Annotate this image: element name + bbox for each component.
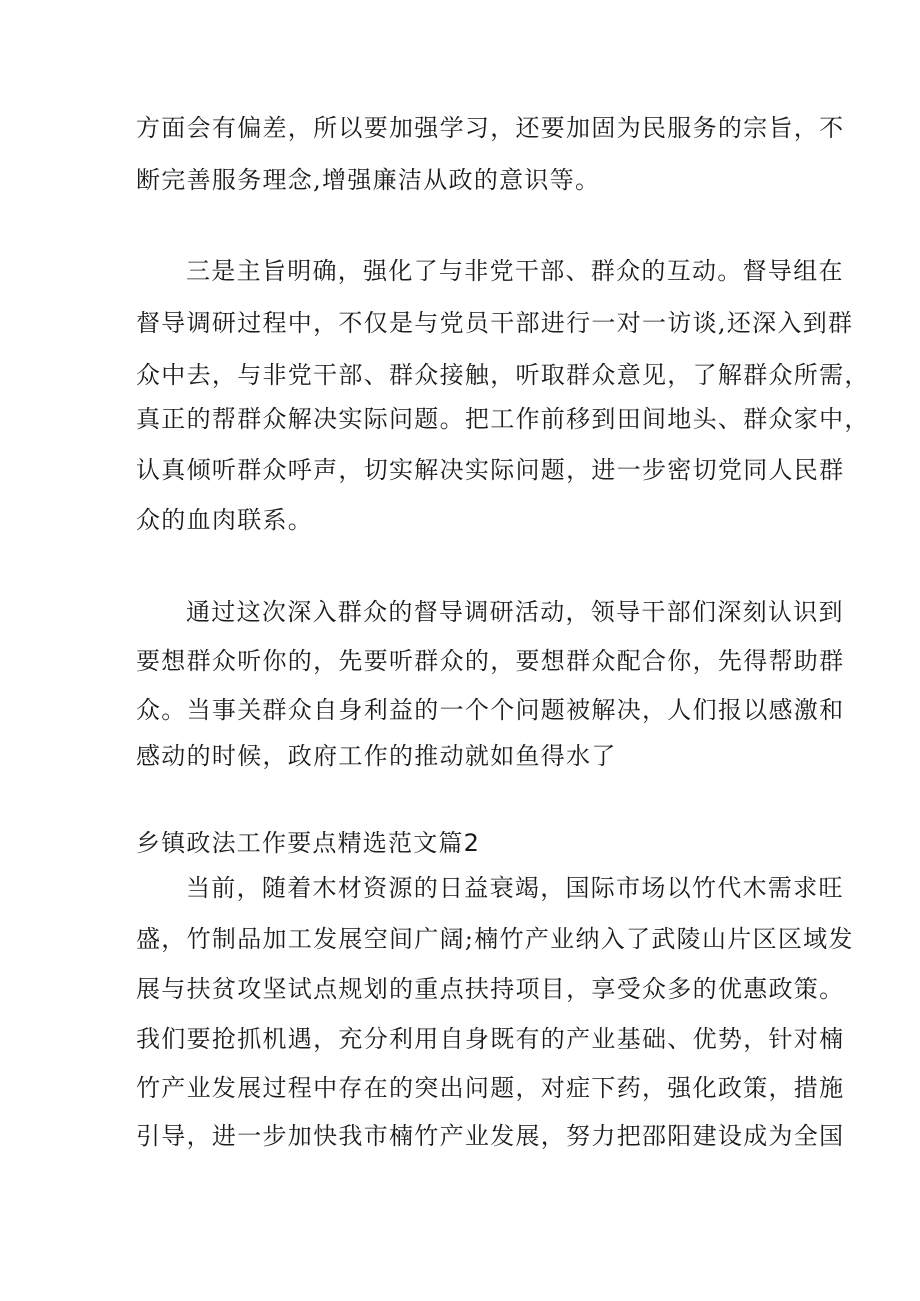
paragraph-line: 我们要抢抓机遇，充分利用自身既有的产业基础、优势，针对楠	[136, 1025, 845, 1053]
paragraph-line: 展与扶贫攻坚试点规划的重点扶持项目，享受众多的优惠政策。	[136, 975, 845, 1003]
paragraph-line: 真正的帮群众解决实际问题。把工作前移到田间地头、群众家中，	[136, 405, 870, 433]
section-heading: 乡镇政法工作要点精选范文篇2	[136, 829, 481, 857]
paragraph-line: 众。当事关群众自身利益的一个个问题被解决，人们报以感激和	[136, 696, 845, 724]
paragraph-line: 众的血肉联系。	[136, 506, 314, 534]
paragraph-line: 督导调研过程中，不仅是与党员干部进行一对一访谈,还深入到群	[136, 309, 854, 337]
paragraph-line: 认真倾听群众呼声，切实解决实际问题，进一步密切党同人民群	[136, 456, 845, 484]
paragraph-line: 盛，竹制品加工发展空间广阔;楠竹产业纳入了武陵山片区区域发	[136, 925, 854, 953]
paragraph-line: 要想群众听你的，先要听群众的，要想群众配合你，先得帮助群	[136, 647, 845, 675]
paragraph-line: 引导，进一步加快我市楠竹产业发展，努力把邵阳建设成为全国	[136, 1122, 845, 1150]
paragraph-line: 断完善服务理念,增强廉洁从政的意识等。	[136, 166, 601, 194]
paragraph-line: 竹产业发展过程中存在的突出问题，对症下药，强化政策，措施	[136, 1074, 845, 1102]
paragraph-line: 感动的时候，政府工作的推动就如鱼得水了	[136, 742, 617, 770]
paragraph-line: 方面会有偏差，所以要加强学习，还要加固为民服务的宗旨，不	[136, 114, 845, 142]
paragraph-line: 三是主旨明确，强化了与非党干部、群众的互动。督导组在	[186, 257, 844, 285]
paragraph-line: 通过这次深入群众的督导调研活动，领导干部们深刻认识到	[186, 598, 844, 626]
paragraph-line: 众中去，与非党干部、群众接触，听取群众意见，了解群众所需，	[136, 361, 870, 389]
paragraph-line: 当前，随着木材资源的日益衰竭，国际市场以竹代木需求旺	[186, 874, 844, 902]
